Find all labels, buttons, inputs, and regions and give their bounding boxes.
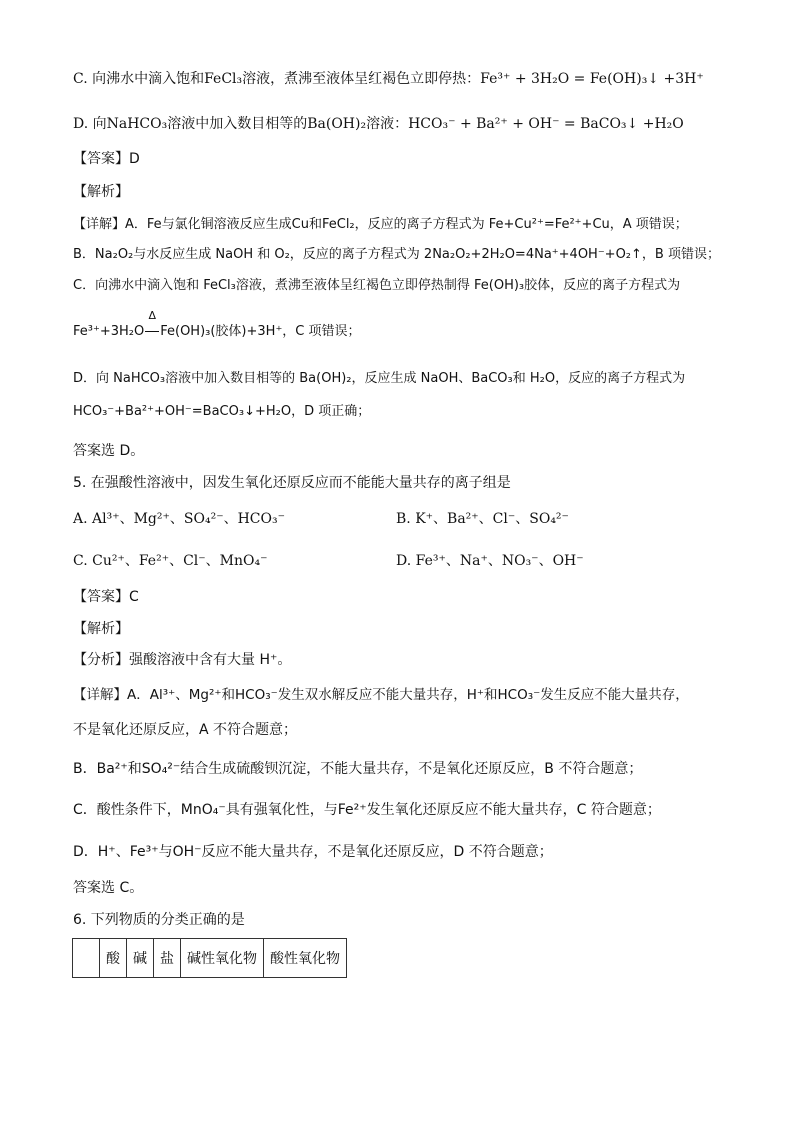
q4-option-c: C. 向沸水中滴入饱和FeCl₃溶液，煮沸至液体呈红褐色立即停热：Fe³⁺ + 3H₂O = Fe(OH)₃↓ +3H⁺	[73, 71, 704, 87]
q4-answer	[73, 149, 140, 169]
table-header-cell: 碱	[127, 939, 154, 978]
q5-option-a: A. Al³⁺、Mg²⁺、SO₄²⁻、HCO₃⁻	[73, 511, 285, 527]
q5-detail-b: B．Ba²⁺和SO₄²⁻结合生成硫酸钡沉淀，不能大量共存，不是氧化还原反应，B 不符合题意；	[73, 761, 643, 777]
q4-detail-a: 【详解】A．Fe与氯化铜溶液反应生成Cu和FeCl₂，反应的离子方程式为 Fe+Cu²⁺=Fe²⁺+Cu，A 项错误；	[73, 217, 688, 232]
q4-equation-d: HCO₃⁻+Ba²⁺+OH⁻=BaCO₃↓+H₂O，D 项正确；	[73, 404, 371, 419]
q4-detail-c: C．向沸水中滴入饱和 FeCl₃溶液，煮沸至液体呈红褐色立即停热制得 Fe(OH)₃胶体，反应的离子方程式为	[73, 278, 681, 293]
table-header-cell	[73, 939, 100, 978]
q5-option-d: D. Fe³⁺、Na⁺、NO₃⁻、OH⁻	[396, 553, 584, 569]
q5-fenxi: 【分析】强酸溶液中含有大量 H⁺。	[73, 652, 292, 668]
answer-label: 【答案】	[73, 589, 129, 605]
q4-equation-c	[73, 309, 361, 342]
table-header-cell: 酸	[100, 939, 127, 978]
q5-detail-c: C．酸性条件下，MnO₄⁻具有强氧化性，与Fe²⁺发生氧化还原反应不能大量共存，C 符合题意；	[73, 802, 661, 818]
eq-c-left: Fe³⁺+3H₂O	[73, 324, 145, 339]
q5-stem: 5. 在强酸性溶液中，因发生氧化还原反应而不能能大量共存的离子组是	[73, 475, 511, 491]
q5-answer	[73, 587, 139, 607]
q4-detail-d: D．向 NaHCO₃溶液中加入数目相等的 Ba(OH)₂，反应生成 NaOH、BaCO₃和 H₂O，反应的离子方程式为	[73, 371, 686, 386]
table-header-row	[73, 939, 347, 978]
q5-option-b: B. K⁺、Ba²⁺、Cl⁻、SO₄²⁻	[396, 511, 569, 527]
q5-conclusion: 答案选 C。	[73, 880, 144, 896]
table-header-cell: 酸性氧化物	[264, 939, 347, 978]
q4-option-d: D. 向NaHCO₃溶液中加入数目相等的Ba(OH)₂溶液：HCO₃⁻ + Ba²⁺ + OH⁻ = BaCO₃↓ +H₂O	[73, 116, 684, 132]
q4-detail-b: B．Na₂O₂与水反应生成 NaOH 和 O₂，反应的离子方程式为 2Na₂O₂+2H₂O=4Na⁺+4OH⁻+O₂↑，B 项错误；	[73, 247, 720, 262]
q4-analysis-label: 【解析】	[73, 184, 129, 200]
q5-detail-a2: 不是氧化还原反应，A 不符合题意；	[73, 722, 298, 738]
heat-equals-sign	[144, 309, 160, 342]
q4-conclusion: 答案选 D。	[73, 443, 145, 459]
q5-analysis-label: 【解析】	[73, 621, 129, 637]
eq-c-right: Fe(OH)₃(胶体)+3H⁺，C 项错误；	[160, 324, 361, 339]
q5-option-c: C. Cu²⁺、Fe²⁺、Cl⁻、MnO₄⁻	[73, 553, 268, 569]
classification-table	[72, 938, 347, 978]
table-header-cell: 碱性氧化物	[181, 939, 264, 978]
answer-value: D	[129, 151, 140, 167]
answer-label: 【答案】	[73, 151, 129, 167]
delta-symbol: Δ	[148, 309, 156, 322]
q6-stem: 6. 下列物质的分类正确的是	[73, 912, 245, 928]
q5-detail-a1: 【详解】A．Al³⁺、Mg²⁺和HCO₃⁻发生双水解反应不能大量共存，H⁺和HCO₃⁻发生反应不能大量共存，	[73, 687, 689, 703]
answer-value: C	[129, 589, 139, 605]
table-header-cell: 盐	[154, 939, 181, 978]
q5-detail-d: D．H⁺、Fe³⁺与OH⁻反应不能大量共存，不是氧化还原反应，D 不符合题意；	[73, 844, 553, 860]
